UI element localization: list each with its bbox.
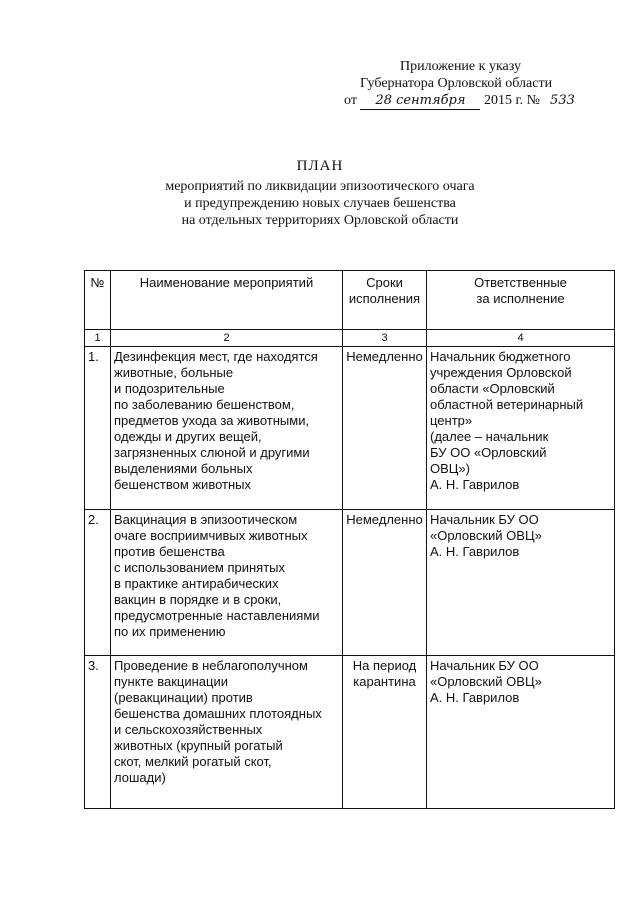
appendix-line-2: Губернатора Орловской области [360,76,553,91]
table-header-row [85,271,615,330]
appendix-block [330,58,610,110]
date-prefix: от [344,93,357,108]
header-deadline: Сроки исполнения [343,271,427,330]
document-title: ПЛАН [296,158,344,174]
column-number: 2 [111,330,343,347]
row-responsible: Начальник БУ ОО «Орловский ОВЦ» А. Н. Гаврилов [427,656,615,809]
plan-table [84,270,615,809]
row-responsible: Начальник БУ ОО «Орловский ОВЦ» А. Н. Гаврилов [427,510,615,656]
document-subtitle: мероприятий по ликвидации эпизоотического очага и предупреждению новых случаев бешенства на отдельных территориях Орловской области [165,179,475,228]
row-number: 2. [85,510,111,656]
table-row [85,347,615,510]
column-number: 4 [427,330,615,347]
row-deadline: На период карантина [343,656,427,809]
column-number: 1 [85,330,111,347]
handwritten-number: 533 [550,93,575,108]
row-activity: Вакцинация в эпизоотическом очаге восприимчивых животных против бешенства с использованием принятых в практике антирабических вакцин в порядке и в сроки, предусмотренные наставлениями по их применению [111,510,343,656]
row-activity: Дезинфекция мест, где находятся животные, больные и подозрительные по заболеванию бешенством, предметов ухода за животными, одежды и других вещей, загрязненных слюной и другими выделениями больных бешенством животных [111,347,343,510]
appendix-line-1: Приложение к указу [400,59,521,74]
year-text: 2015 г. № [483,93,540,108]
header-responsible: Ответственные за исполнение [427,271,615,330]
header-number: № [85,271,111,330]
table-row [85,656,615,809]
table-row [85,510,615,656]
column-number-row [85,330,615,347]
appendix-date-line [330,92,610,110]
column-number: 3 [343,330,427,347]
row-number: 3. [85,656,111,809]
header-activity: Наименование мероприятий [111,271,343,330]
row-activity: Проведение в неблагополучном пункте вакцинации (ревакцинации) против бешенства домашних плотоядных и сельскохозяйственных животных (крупный рогатый скот, мелкий рогатый скот, лошади) [111,656,343,809]
row-deadline: Немедленно [343,510,427,656]
row-responsible: Начальник бюджетного учреждения Орловской области «Орловский областной ветеринарный центр» (далее – начальник БУ ОО «Орловский ОВЦ») А. Н. Гаврилов [427,347,615,510]
row-number: 1. [85,347,111,510]
handwritten-date: 28 сентября [360,92,480,110]
row-deadline: Немедленно [343,347,427,510]
